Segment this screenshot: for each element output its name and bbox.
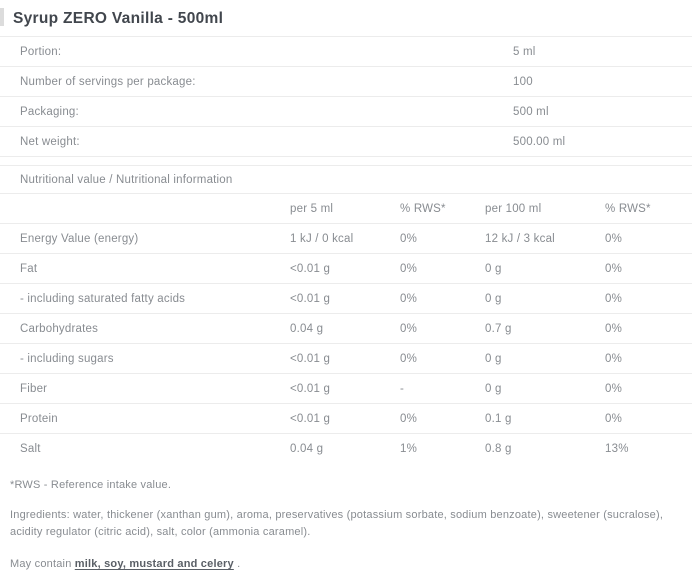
value-rws-100ml: 0% bbox=[605, 412, 623, 425]
left-edge-mark bbox=[0, 8, 4, 26]
column-header-rws-100ml: % RWS* bbox=[605, 202, 651, 215]
nutrition-row-salt bbox=[0, 434, 692, 464]
value-per-100ml: 0 g bbox=[485, 352, 502, 365]
nutrient-label: Protein bbox=[20, 412, 58, 425]
info-row-servings bbox=[0, 67, 692, 97]
rws-footnote: *RWS - Reference intake value. bbox=[10, 479, 172, 491]
may-contain-prefix: May contain bbox=[10, 558, 75, 570]
nutrition-row-energy bbox=[0, 224, 692, 254]
info-value: 100 bbox=[513, 75, 533, 88]
value-per-5ml: <0.01 g bbox=[290, 292, 331, 305]
value-rws-5ml: 0% bbox=[400, 322, 418, 335]
product-info-table bbox=[0, 37, 692, 157]
value-per-100ml: 0.1 g bbox=[485, 412, 512, 425]
value-rws-5ml: 0% bbox=[400, 412, 418, 425]
nutrition-row-carbohydrates bbox=[0, 314, 692, 344]
nutrient-label: Salt bbox=[20, 443, 41, 455]
value-rws-100ml: 0% bbox=[605, 232, 623, 245]
page-title: Syrup ZERO Vanilla - 500ml bbox=[0, 8, 692, 37]
nutrient-label: - including saturated fatty acids bbox=[20, 292, 186, 305]
nutrient-label: Fiber bbox=[20, 382, 48, 395]
info-value: 5 ml bbox=[513, 45, 536, 58]
nutrition-row-sugars bbox=[0, 344, 692, 374]
info-row-packaging bbox=[0, 97, 692, 127]
may-contain-suffix: . bbox=[233, 558, 241, 570]
value-rws-5ml: 0% bbox=[400, 352, 418, 365]
value-rws-5ml: 0% bbox=[400, 292, 418, 305]
nutrient-label: Carbohydrates bbox=[20, 322, 99, 335]
value-per-5ml: <0.01 g bbox=[290, 382, 331, 395]
value-per-5ml: 0.04 g bbox=[290, 443, 324, 455]
nutrition-column-header-row bbox=[0, 194, 692, 224]
value-per-100ml: 0 g bbox=[485, 382, 502, 395]
column-header-per-5ml: per 5 ml bbox=[290, 202, 334, 215]
value-rws-100ml: 0% bbox=[605, 322, 623, 335]
value-per-100ml: 0.8 g bbox=[485, 443, 512, 455]
column-header-per-100ml: per 100 ml bbox=[485, 202, 542, 215]
info-row-net-weight bbox=[0, 127, 692, 157]
value-per-5ml: <0.01 g bbox=[290, 412, 331, 425]
value-rws-100ml: 0% bbox=[605, 382, 623, 395]
info-value: 500 ml bbox=[513, 105, 549, 118]
value-per-5ml: 0.04 g bbox=[290, 322, 324, 335]
nutrition-row-fiber bbox=[0, 374, 692, 404]
nutrition-row-saturated-fat bbox=[0, 284, 692, 314]
value-rws-100ml: 0% bbox=[605, 292, 623, 305]
value-rws-5ml: - bbox=[400, 382, 405, 395]
value-rws-100ml: 0% bbox=[605, 352, 623, 365]
value-rws-5ml: 0% bbox=[400, 262, 418, 275]
allergen-notice bbox=[0, 556, 692, 573]
nutrition-row-fat bbox=[0, 254, 692, 284]
info-label: Number of servings per package: bbox=[20, 75, 196, 88]
value-per-5ml: 1 kJ / 0 kcal bbox=[290, 232, 354, 245]
value-per-5ml: <0.01 g bbox=[290, 262, 331, 275]
nutrition-section-header bbox=[0, 165, 692, 194]
nutrient-label: - including sugars bbox=[20, 352, 114, 365]
info-label: Net weight: bbox=[20, 135, 80, 148]
column-header-rws-5ml: % RWS* bbox=[400, 202, 446, 215]
nutrient-label: Energy Value (energy) bbox=[20, 232, 139, 245]
value-per-100ml: 0.7 g bbox=[485, 322, 512, 335]
value-rws-100ml: 0% bbox=[605, 262, 623, 275]
value-per-100ml: 12 kJ / 3 kcal bbox=[485, 232, 555, 245]
value-per-100ml: 0 g bbox=[485, 292, 502, 305]
info-value: 500.00 ml bbox=[513, 135, 566, 148]
value-per-5ml: <0.01 g bbox=[290, 352, 331, 365]
nutrient-label: Fat bbox=[20, 262, 38, 275]
value-rws-5ml: 1% bbox=[400, 443, 418, 455]
allergens-link[interactable]: milk, soy, mustard and celery bbox=[74, 558, 234, 570]
nutrition-section-title: Nutritional value / Nutritional information bbox=[20, 173, 233, 186]
info-row-portion bbox=[0, 37, 692, 67]
ingredients-text: Ingredients: water, thickener (xanthan gum), aroma, preservatives (potassium sorbate, sodium benzoate), sweetener (sucralose), acidity regulator (citric acid), salt, color (ammonia caramel). bbox=[10, 509, 664, 538]
info-label: Packaging: bbox=[20, 105, 79, 118]
value-per-100ml: 0 g bbox=[485, 262, 502, 275]
value-rws-5ml: 0% bbox=[400, 232, 418, 245]
value-rws-100ml: 13% bbox=[605, 443, 629, 455]
nutrition-table bbox=[0, 165, 692, 464]
nutrition-row-protein bbox=[0, 404, 692, 434]
info-label: Portion: bbox=[20, 45, 62, 58]
